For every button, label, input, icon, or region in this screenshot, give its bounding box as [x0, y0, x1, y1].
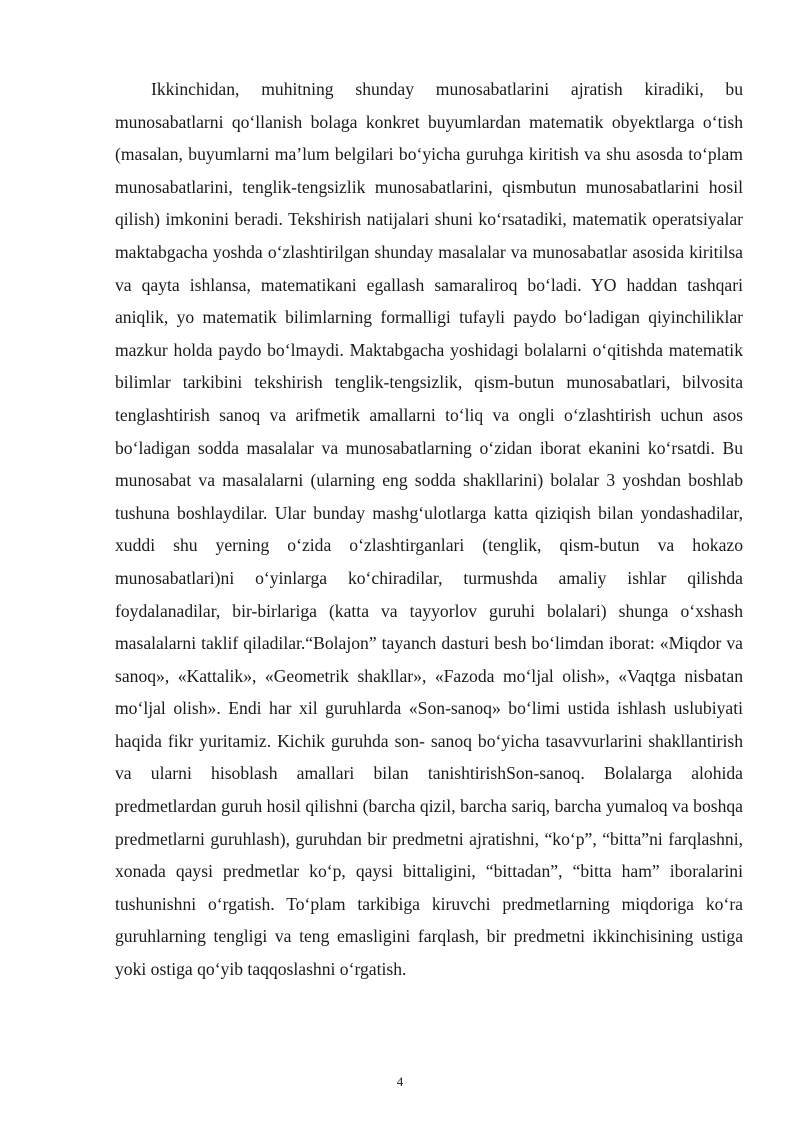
- body-paragraph: Ikkinchidan, muhitning shunday munosabatlarini ajratish kiradiki, bu munosabatlarni qo‘llanish bolaga konkret buyumlardan matematik obyektlarga o‘tish (masalan, buyumlarni ma’lum belgilari bo‘yicha guruhga kiritish va shu asosda to‘plam munosabatlarini, tenglik-tengsizlik munosabatlarini, qismbutun munosabatlarini hosil qilish) imkonini beradi. Tekshirish natijalari shuni ko‘rsatadiki, matematik operatsiyalar maktabgacha yoshda o‘zlashtirilgan shunday masalalar va munosabatlar asosida kiritilsa va qayta ishlansa, matematikani egallash samaraliroq bo‘ladi. YO haddan tashqari aniqlik, yo matematik bilimlarning formalligi tufayli paydo bo‘ladigan qiyinchiliklar mazkur holda paydo bo‘lmaydi. Maktabgacha yoshidagi bolalarni o‘qitishda matematik bilimlar tarkibini tekshirish tenglik-tengsizlik, qism-butun munosabatlari, bilvosita tenglashtirish sanoq va arifmetik amallarni to‘liq va ongli o‘zlashtirish uchun asos bo‘ladigan sodda masalalar va munosabatlarning o‘zidan iborat ekanini ko‘rsatdi. Bu munosabat va masalalarni (ularning eng sodda shakllarini) bolalar 3 yoshdan boshlab tushuna boshlaydilar. Ular bunday mashg‘ulotlarga katta qiziqish bilan yondashadilar, xuddi shu yerning o‘zida o‘zlashtirganlari (tenglik, qism-butun va hokazo munosabatlari)ni o‘yinlarga ko‘chiradilar, turmushda amaliy ishlar qilishda foydalanadilar, bir-birlariga (katta va tayyorlov guruhi bolalari) shunga o‘xshash masalalarni taklif qiladilar.“Bolajon” tayanch dasturi besh bo‘limdan iborat: «Miqdor va sanoq», «Kattalik», «Geometrik shakllar», «Fazoda mo‘ljal olish», «Vaqtga nisbatan mo‘ljal olish». Endi har xil guruhlarda «Son-sanoq» bo‘limi ustida ishlash uslubiyati haqida fikr yuritamiz. Kichik guruhda son- sanoq bo‘yicha tasavvurlarini shakllantirish va ularni hisoblash amallari bilan tanishtirishSon-sanoq. Bolalarga alohida predmetlardan guruh hosil qilishni (barcha qizil, barcha sariq, barcha yumaloq va boshqa predmetlarni guruhlash), guruhdan bir predmetni ajratishni, “ko‘p”, “bitta”ni farqlashni, xonada qaysi predmetlar ko‘p, qaysi bittaligini, “bittadan”, “bitta ham” iboralarini tushunishni o‘rgatish. To‘plam tarkibiga kiruvchi predmetlarning miqdoriga ko‘ra guruhlarning tengligi va teng emasligini farqlash, bir predmetni ikkinchisining ustiga yoki ostiga qo‘yib taqqoslashni o‘rgatish.: [115, 79, 743, 980]
- page-number: 4: [396, 1074, 404, 1089]
